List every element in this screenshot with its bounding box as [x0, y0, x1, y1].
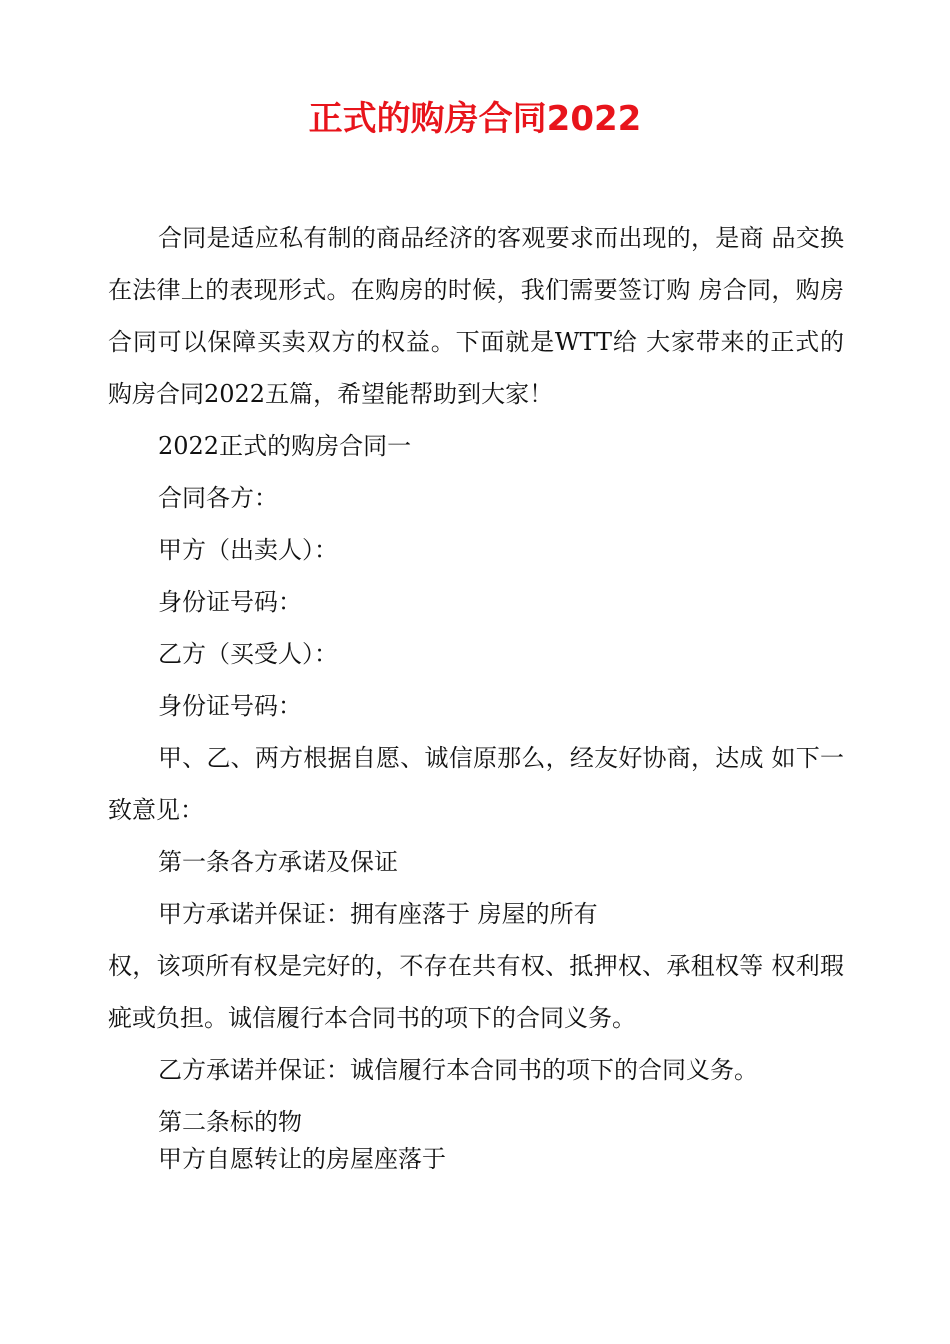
paragraph-intro: 合同是适应私有制的商品经济的客观要求而出现的，是商 品交换在法律上的表现形式。在购房的时候，我们需要签订购 房合同，购房合同可以保障买卖双方的权益。下面就是WTT给 大家带来的正式的购房合同2022五篇，希望能帮助到大家！ — [108, 224, 844, 408]
paragraph-article-2: 第二条标的物 — [158, 1108, 302, 1136]
paragraph-property-location: 甲方自愿转让的房屋座落于 — [158, 1145, 446, 1173]
paragraph-party-a-warrant: 甲方承诺并保证：拥有座落于 房屋的所有 — [158, 900, 598, 928]
paragraph-party-a-id: 身份证号码： — [158, 588, 302, 616]
document-title: 正式的购房合同2022 — [308, 99, 642, 139]
paragraph-section-heading: 2022正式的购房合同一 — [158, 432, 412, 460]
paragraph-agreement: 甲、乙、两方根据自愿、诚信原那么，经友好协商，达成 如下一致意见： — [108, 744, 844, 824]
paragraph-party-a-warrant-cont: 权，该项所有权是完好的，不存在共有权、抵押权、承租权等 权利瑕疵或负担。诚信履行本合同书的项下的合同义务。 — [108, 952, 844, 1032]
paragraph-parties: 合同各方： — [158, 484, 278, 512]
paragraph-party-b-warrant: 乙方承诺并保证：诚信履行本合同书的项下的合同义务。 — [158, 1056, 758, 1084]
paragraph-party-b-id: 身份证号码： — [158, 692, 302, 720]
document-body — [108, 212, 844, 1176]
paragraph-party-b: 乙方（买受人）： — [158, 640, 338, 668]
paragraph-article-1: 第一条各方承诺及保证 — [158, 848, 398, 876]
paragraph-party-a: 甲方（出卖人）： — [158, 536, 338, 564]
